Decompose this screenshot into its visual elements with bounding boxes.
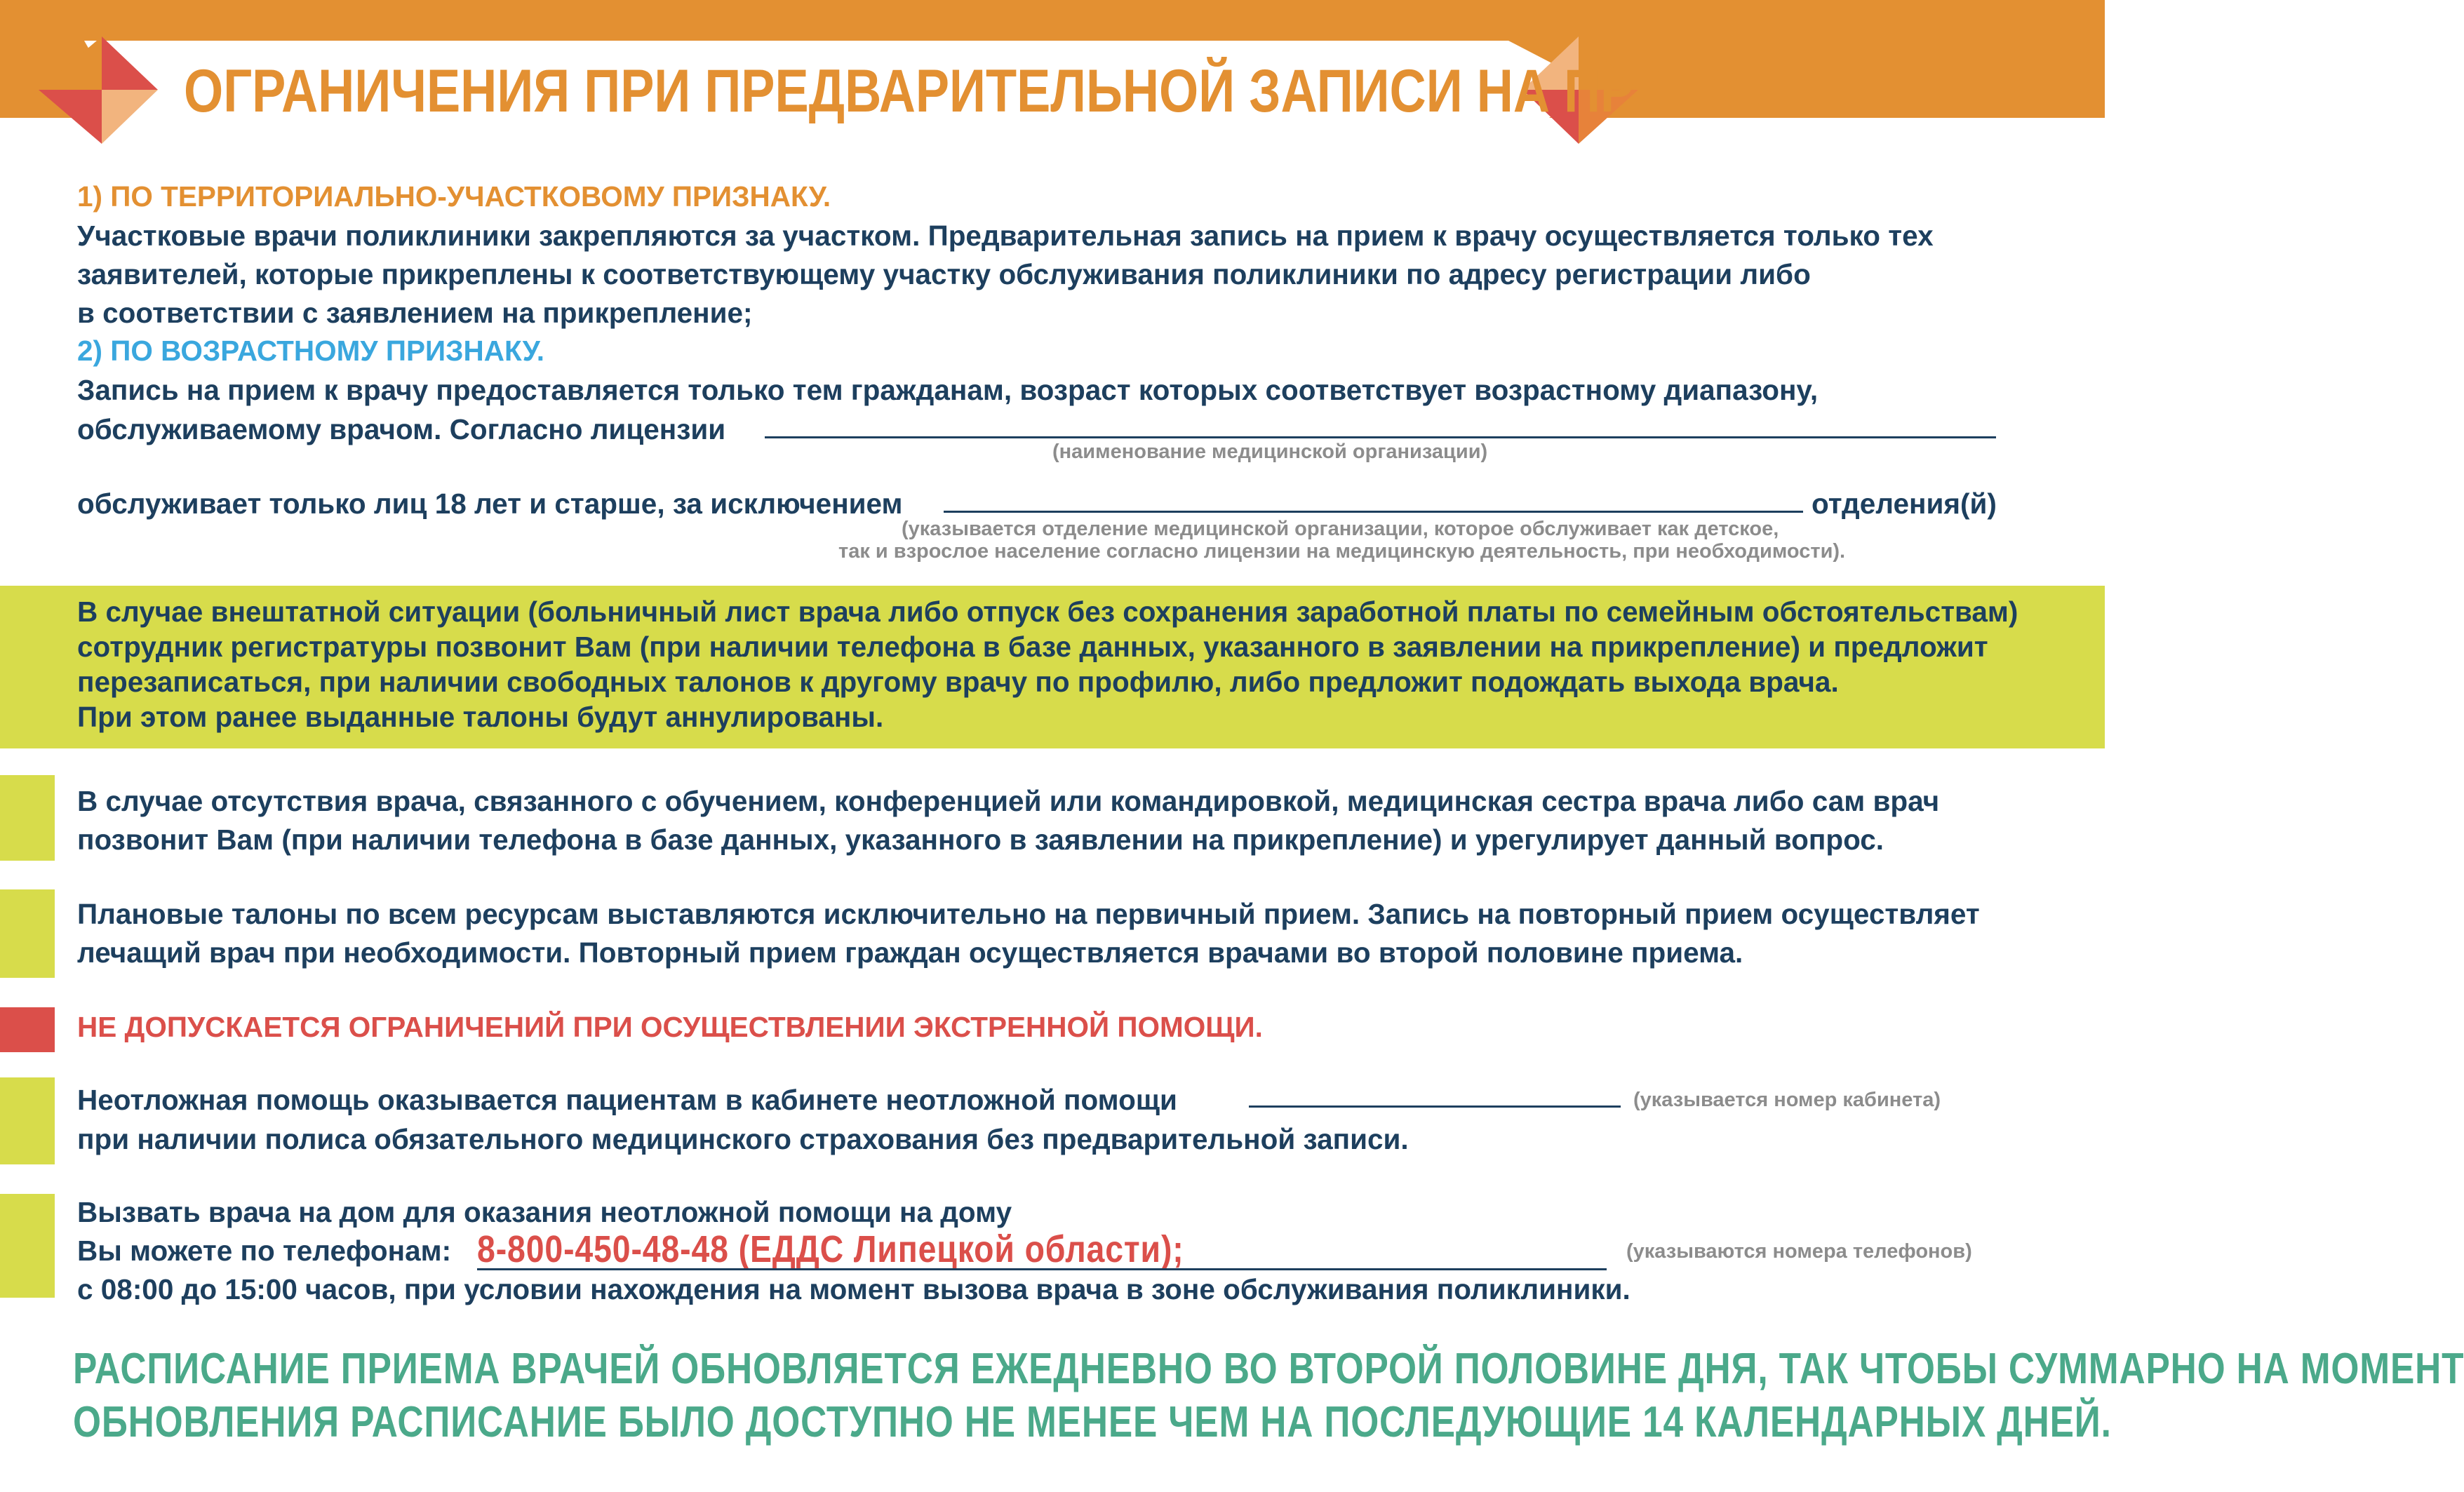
left-triangle-low	[39, 90, 102, 144]
emergency-line-3: перезаписаться, при наличии свободных талонов к другому врачу по профилю, либо предложит подождать выхода врача.	[77, 666, 1839, 698]
home-call-line-3: с 08:00 до 15:00 часов, при условии нахождения на момент вызова врача в зоне обслуживания поликлиники.	[77, 1273, 1631, 1305]
dept-fill-line	[944, 511, 1803, 513]
banner-title: ОГРАНИЧЕНИЯ ПРИ ПРЕДВАРИТЕЛЬНОЙ ЗАПИСИ НА ПРИЕМ:	[184, 58, 1764, 125]
home-call-line-2-label: Вы можете по телефонам:	[77, 1235, 452, 1267]
urgent-marker	[0, 1077, 55, 1164]
absence-line-1: В случае отсутствия врача, связанного с обучением, конференцией или командировкой, медицинская сестра врача либо сам врач	[77, 785, 1940, 817]
section2-line-2: обслуживаемому врачом. Согласно лицензии	[77, 413, 726, 445]
cabinet-fill-line	[1249, 1105, 1621, 1108]
urgent-line-2: при наличии полиса обязательного медицинского страхования без предварительной записи.	[77, 1123, 1409, 1155]
emergency-line-1: В случае внештатной ситуации (больничный лист врача либо отпуск без сохранения заработной платы по семейным обстоятельствам)	[77, 596, 2018, 628]
emergency-line-2: сотрудник регистратуры позвонит Вам (при наличии телефона в базе данных, указанного в заявлении на прикрепление) и предложит	[77, 631, 1988, 663]
emergency-line-4: При этом ранее выданные талоны будут аннулированы.	[77, 701, 884, 733]
absence-marker	[0, 775, 55, 861]
left-triangle-top	[39, 36, 102, 90]
no-restrictions-marker	[0, 1007, 55, 1052]
footer-line-2: ОБНОВЛЕНИЯ РАСПИСАНИЕ БЫЛО ДОСТУПНО НЕ МЕНЕЕ ЧЕМ НА ПОСЛЕДУЮЩИЕ 14 КАЛЕНДАРНЫХ ДНЕЙ.	[73, 1398, 2112, 1446]
hint-cabinet: (указывается номер кабинета)	[1633, 1089, 1941, 1111]
section1-line-2: заявителей, которые прикреплены к соответствующему участку обслуживания поликлиники по адресу регистрации либо	[77, 258, 1811, 290]
section1-heading: 1) ПО ТЕРРИТОРИАЛЬНО-УЧАСТКОВОМУ ПРИЗНАКУ.	[77, 180, 831, 213]
hint-dept-2: так и взрослое население согласно лицензии на медицинскую деятельность, при необходимости).	[838, 540, 1846, 563]
phone-number[interactable]: 8-800-450-48-48 (ЕДДС Липецкой области);	[477, 1228, 1184, 1270]
home-call-line-1: Вызвать врача на дом для оказания неотложной помощи на дому	[77, 1196, 1012, 1228]
section2-line-1: Запись на прием к врачу предоставляется только тем гражданам, возраст которых соответствует возрастному диапазону,	[77, 374, 1819, 406]
urgent-line-1: Неотложная помощь оказывается пациентам в кабинете неотложной помощи	[77, 1084, 1177, 1116]
section1-line-3: в соответствии с заявлением на прикрепление;	[77, 297, 753, 329]
footer-line-1: РАСПИСАНИЕ ПРИЕМА ВРАЧЕЙ ОБНОВЛЯЕТСЯ ЕЖЕДНЕВНО ВО ВТОРОЙ ПОЛОВИНЕ ДНЯ, ТАК ЧТОБЫ СУММАРНО НА МОМЕНТ	[73, 1345, 2464, 1393]
section2-line-3-end: отделения(й)	[1812, 488, 1997, 520]
section2-heading: 2) ПО ВОЗРАСТНОМУ ПРИЗНАКУ.	[77, 335, 545, 367]
org-name-fill-line	[765, 436, 1996, 438]
hint-dept-1: (указывается отделение медицинской организации, которое обслуживает как детское,	[902, 518, 1779, 540]
tickets-line-1: Плановые талоны по всем ресурсам выставляются исключительно на первичный прием. Запись на повторный прием осуществляет	[77, 898, 1980, 930]
absence-line-2: позвонит Вам (при наличии телефона в базе данных, указанного в заявлении на прикрепление) и урегулирует данный вопрос.	[77, 824, 1884, 856]
section2-line-3: обслуживает только лиц 18 лет и старше, за исключением	[77, 488, 903, 520]
hint-phones: (указываются номера телефонов)	[1626, 1240, 1972, 1263]
section1-line-1: Участковые врачи поликлиники закрепляются за участком. Предварительная запись на прием к врачу осуществляется только тех	[77, 220, 1934, 252]
hint-org-name: (наименование медицинской организации)	[1052, 441, 1488, 463]
no-restrictions-text: НЕ ДОПУСКАЕТСЯ ОГРАНИЧЕНИЙ ПРИ ОСУЩЕСТВЛЕНИИ ЭКСТРЕННОЙ ПОМОЩИ.	[77, 1011, 1263, 1043]
tickets-marker	[0, 889, 55, 978]
tickets-line-2: лечащий врач при необходимости. Повторный прием граждан осуществляется врачами во второй половине приема.	[77, 936, 1743, 969]
home-call-marker	[0, 1194, 55, 1298]
